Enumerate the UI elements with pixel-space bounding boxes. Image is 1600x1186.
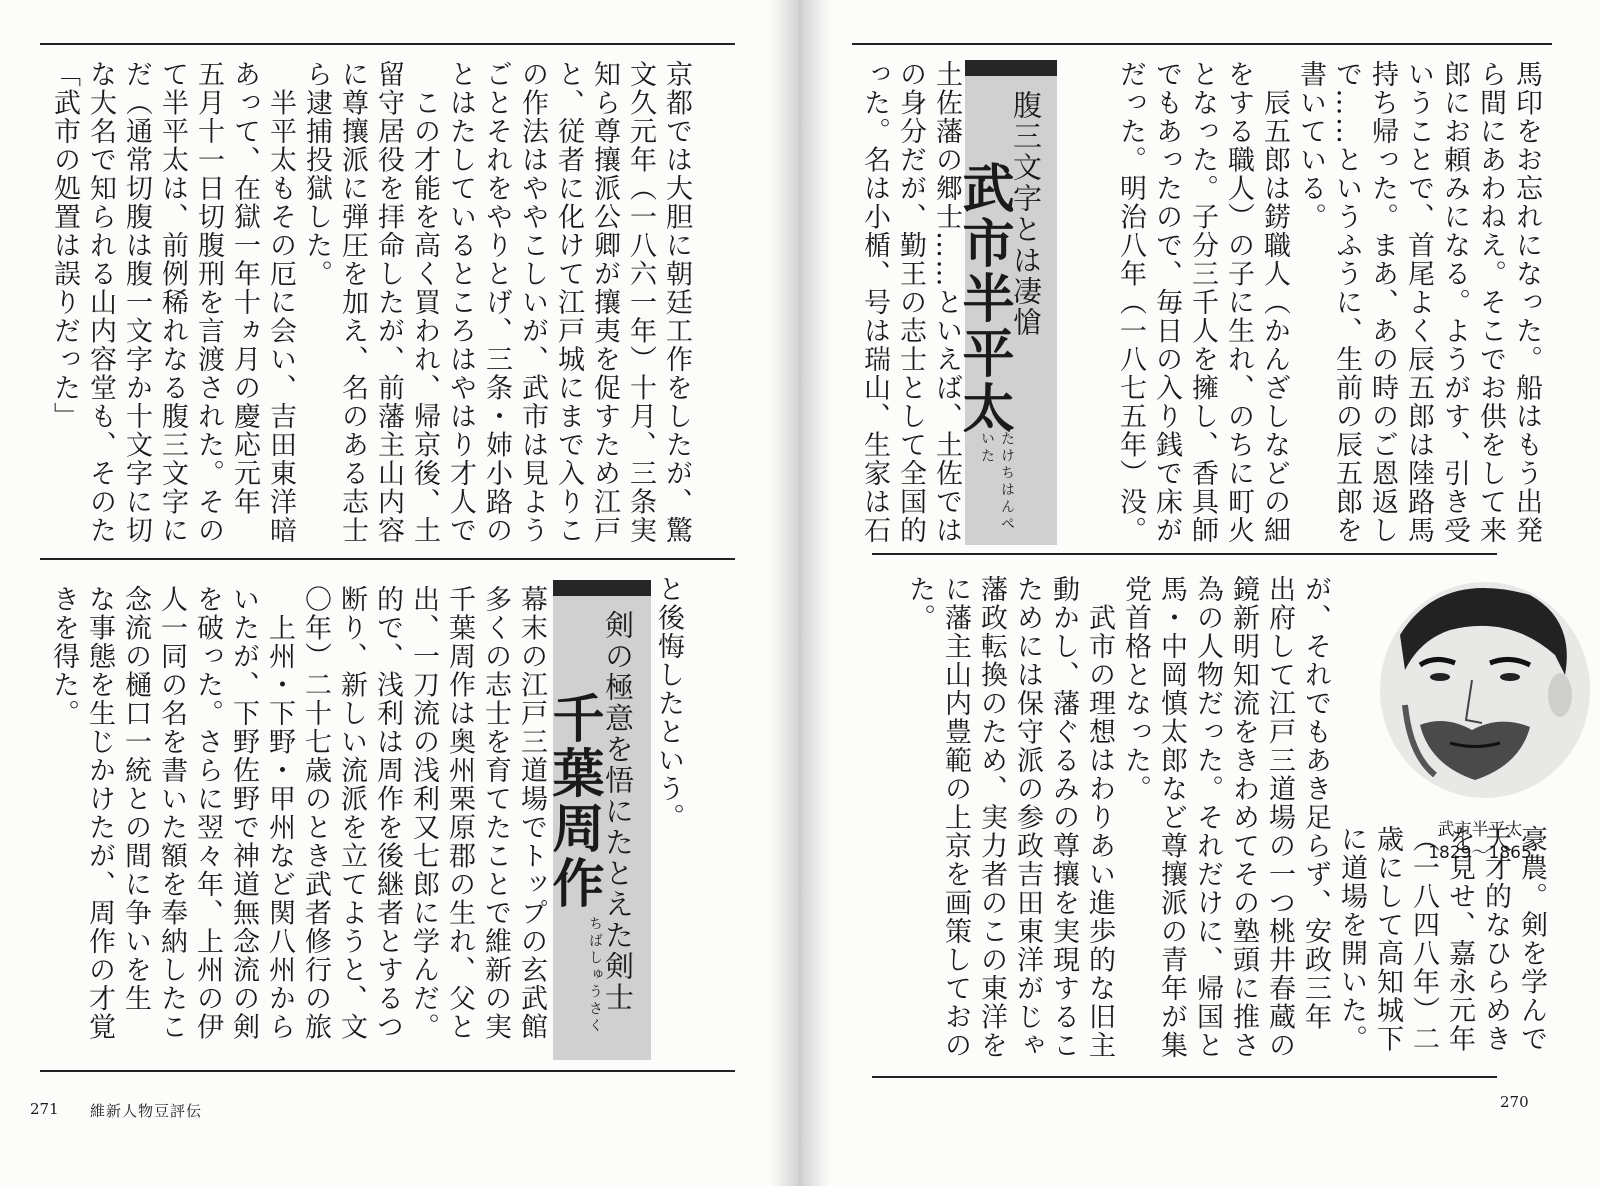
chiba-text-column: 念流の樋口一統との間に争いを生 <box>120 585 151 1013</box>
text-column: 文久元年（一八六一年）十月、三条実 <box>625 60 656 545</box>
text-column: 半平太もその厄に会い、吉田東洋暗 <box>265 88 296 545</box>
chiba-name: 千葉周作 <box>543 691 603 911</box>
text-column: だ（通常切腹は腹一文字か十文字に切 <box>121 60 152 545</box>
takechi-body-column: に道場を開いた。 <box>1336 825 1367 1053</box>
text-column: て半平太は、前例稀れなる腹三文字に <box>157 60 188 545</box>
takechi-body-column: （一八四八年）二 <box>1408 825 1439 1053</box>
folio-right: 270 <box>1500 1093 1529 1111</box>
text-column: の作法はややこしいが、武市は見よう <box>517 60 548 545</box>
chiba-reading: ちばしゅうさく <box>587 916 603 1035</box>
text-column: な大名で知られる山内容堂も、そのた <box>85 60 116 545</box>
tatsugoro-text-column: だった。明治八年（一八七五年）没。 <box>1115 60 1146 545</box>
takechi-reading: たけちはんぺいた <box>979 431 1015 533</box>
takechi-body-column: 藩政転換のため、実力者のこの東洋を <box>976 575 1007 1060</box>
portrait-caption-years: 1829～1865 <box>1428 843 1532 863</box>
middle-rule-left <box>40 558 735 560</box>
book-gutter <box>770 0 830 1186</box>
tatsugoro-text-column: 書いている。 <box>1295 60 1326 231</box>
top-rule-left <box>40 43 735 45</box>
text-column: この才能を高く買われ、帰京後、土 <box>409 88 440 545</box>
takechi-body-column: 馬・中岡慎太郎など尊攘派の青年が集 <box>1156 575 1187 1060</box>
text-column: 京都では大胆に朝廷工作をしたが、驚 <box>661 60 692 545</box>
takechi-body-column: 為の人物だった。それだけに、帰国と <box>1192 575 1223 1060</box>
text-column: 「武市の処置は誤りだった」 <box>49 60 80 431</box>
chiba-text-column: 幕末の江戸三道場でトップの玄武館 <box>516 585 547 1041</box>
tatsugoro-text-column: 持ち帰った。まあ、あの時のご恩返し <box>1367 60 1398 545</box>
takechi-body-column: 武市の理想はわりあい進歩的な旧主 <box>1084 603 1115 1060</box>
middle-rule-right <box>872 553 1497 555</box>
takechi-body-column: 動かし、藩ぐるみの尊攘を実現するこ <box>1048 575 1079 1060</box>
chiba-text-column: 千葉周作は奥州栗原郡の生れ、父と <box>444 585 475 1041</box>
text-column: と、従者に化けて江戸城にまで入りこ <box>553 60 584 545</box>
chiba-text-column: 人一同の名を書いた額を奉納したこ <box>156 585 187 1041</box>
takechi-title-box <box>953 60 1057 545</box>
chiba-text-column: を破った。さらに翌々年、上州の伊 <box>192 585 223 1041</box>
tatsugoro-text-column: 郎にお頼みになる。ようがす、引き受 <box>1439 60 1470 545</box>
takechi-name: 武市半平太 <box>953 161 1013 436</box>
text-column: 知ら尊攘派公卿が攘夷を促すため江戸 <box>589 60 620 545</box>
text-column: 留守居役を拝命したが、前藩主山内容 <box>373 60 404 545</box>
takechi-body-column: を見せ、嘉永元年 <box>1444 825 1475 1053</box>
chiba-text-column: 出、一刀流の浅利又七郎に学んだ。 <box>408 585 439 1041</box>
bottom-rule-right <box>872 1076 1497 1078</box>
takechi-body-column: 豪農。剣を学んで <box>1516 825 1547 1053</box>
takechi-body-column: ためには保守派の参政吉田東洋がじゃ <box>1012 575 1043 1060</box>
chiba-title-box <box>543 580 651 1060</box>
takechi-body-column: た。 <box>904 575 935 632</box>
tatsugoro-text-column: となった。子分三千人を擁し、香具師 <box>1187 60 1218 545</box>
takechi-intro-column: った。名は小楯、号は瑞山、生家は石 <box>859 60 890 545</box>
takechi-body-column: 鏡新明知流をきわめてその塾頭に推さ <box>1228 575 1259 1060</box>
chiba-text-column: 多くの志士を育てたことで維新の実 <box>480 585 511 1041</box>
takechi-portrait <box>1360 575 1600 820</box>
text-column: あって、在獄一年十ヵ月の慶応元年 <box>229 60 260 516</box>
chiba-text-column: 断り、新しい流派を立てようと、文 <box>336 585 367 1041</box>
tatsugoro-text-column: でもあったので、毎日の入り銭で床が <box>1151 60 1182 545</box>
takechi-text-continued <box>45 60 695 550</box>
takechi-intro-column: 土佐藩の郷士……といえば、土佐では <box>931 60 962 545</box>
portrait-caption-name: 武市半平太 <box>1437 820 1523 840</box>
takechi-intro <box>855 60 965 550</box>
takechi-body-column: に藩主山内豊範の上京を画策しておの <box>940 575 971 1060</box>
chiba-subtitle: 剣の極意を悟にたとえた剣士 <box>601 610 635 1013</box>
running-head: 維新人物豆評伝 <box>90 1102 203 1120</box>
takechi-body-column: 出府して江戸三道場の一つ桃井春蔵の <box>1264 575 1295 1060</box>
chiba-body <box>45 585 550 1060</box>
chiba-text-column: いたが、下野佐野で神道無念流の剣 <box>228 585 259 1041</box>
text-column: に尊攘派に弾圧を加え、名のある志士 <box>337 60 368 545</box>
tatsugoro-text <box>1045 60 1545 550</box>
chiba-text-column: 〇年）二十七歳のとき武者修行の旅 <box>300 585 331 1041</box>
text-column: とはたしているところはやはり才人で <box>445 60 476 545</box>
takechi-intro-column: の身分だが、勤王の志士として全国的 <box>895 60 926 545</box>
aftermath-sentence: と後悔したという。 <box>653 575 684 832</box>
chiba-text-column: きを得た。 <box>48 585 79 728</box>
chiba-text-column: 上州・下野・甲州など関八州から <box>264 613 295 1041</box>
text-column: 五月十一日切腹刑を言渡された。その <box>193 60 224 545</box>
tatsugoro-text-column: をする職人）の子に生れ、のちに町火 <box>1223 60 1254 545</box>
takechi-body-column: 歳にして高知城下 <box>1372 825 1403 1053</box>
tatsugoro-text-column: 馬印をお忘れになった。船はもう出発 <box>1511 60 1542 545</box>
chiba-text-column: な事態を生じかけたが、周作の才覚 <box>84 585 115 1041</box>
chiba-text-column: 的で、浅利は周作を後継者とするつ <box>372 585 403 1041</box>
takechi-body-column: 党首格となった。 <box>1120 575 1151 803</box>
tatsugoro-text-column: で……というふうに、生前の辰五郎を <box>1331 60 1362 545</box>
takechi-subtitle: 腹三文字とは凄愴 <box>1009 90 1043 338</box>
tatsugoro-text-column: ら間にあわねえ。そこでお供をして来 <box>1475 60 1506 545</box>
folio-left: 271 <box>30 1100 59 1118</box>
takechi-body-column: 天才的なひらめき <box>1480 825 1511 1053</box>
text-column: ごとそれをやりとげ、三条・姉小路の <box>481 60 512 545</box>
text-column: ら逮捕投獄した。 <box>301 60 332 288</box>
bottom-rule-left <box>40 1070 735 1072</box>
tatsugoro-text-column: いうことで、首尾よく辰五郎は陸路馬 <box>1403 60 1434 545</box>
tatsugoro-text-column: 辰五郎は錺職人（かんざしなどの細 <box>1259 88 1290 545</box>
takechi-body-column: が、それでもあき足らず、安政三年 <box>1300 575 1331 1031</box>
top-rule-right <box>852 43 1552 45</box>
